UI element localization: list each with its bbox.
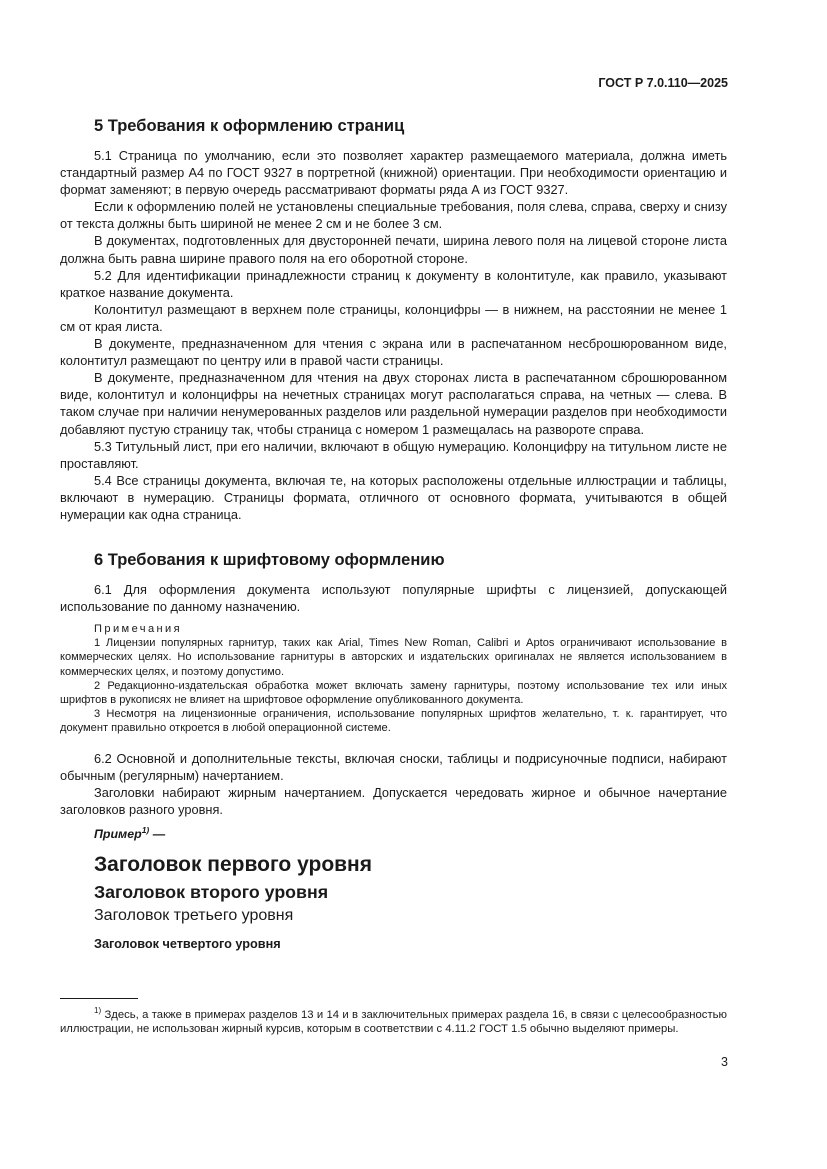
paragraph-headings-style: Заголовки набирают жирным начертанием. Допускается чередовать жирное и обычное начертание заголовков разного уровня. bbox=[60, 785, 727, 818]
example-dash: — bbox=[149, 827, 166, 842]
example-word: Пример bbox=[94, 827, 142, 842]
footnote-divider bbox=[60, 998, 138, 999]
note-1: 1 Лицензии популярных гарнитур, таких как Arial, Times New Roman, Calibri и Aptos ограничивают использование в коммерческих целях. Но использование гарнитуры в авторских и издательских оригиналах не является использованием в коммерческих целях, и поэтому допустимо. bbox=[60, 637, 727, 678]
notes-block bbox=[60, 622, 727, 736]
section-5-title: 5 Требования к оформлению страниц bbox=[94, 117, 405, 135]
footnote bbox=[60, 1004, 727, 1036]
paragraph-screen-reading: В документе, предназначенном для чтения с экрана или в распечатанном несброшюрованном виде, колонтитул размещают по центру или в правой части страницы. bbox=[60, 336, 727, 369]
heading-sample-level-4: Заголовок четвертого уровня bbox=[94, 937, 281, 951]
footnote-mark: 1) bbox=[94, 1006, 102, 1015]
note-2: 2 Редакционно-издательская обработка может включать замену гарнитуры, поэтому использование тех или иных шрифтов в рукописях не влияет на шрифтовое оформление опубликованного документа. bbox=[60, 679, 727, 707]
paragraph-header-placement: Колонтитул размещают в верхнем поле страницы, колонцифры — в нижнем, на расстоянии не менее 1 см от края листа. bbox=[60, 301, 727, 334]
paragraph-6-2: 6.2 Основной и дополнительные тексты, включая сноски, таблицы и подрисуночные подписи, набирают обычным (регулярным) начертанием. bbox=[60, 751, 727, 784]
note-3: 3 Несмотря на лицензионные ограничения, использование популярных шрифтов желательно, т. к. гарантирует, что документ правильно откроется в любой операционной системе. bbox=[60, 708, 727, 735]
paragraph-5-4: 5.4 Все страницы документа, включая те, на которых расположены отдельные иллюстрации и таблицы, включают в нумерацию. Страницы формата, отличного от основного формата, учитываются в общей нумерации как одна страница. bbox=[60, 472, 727, 522]
paragraph-bound-print: В документе, предназначенном для чтения на двух сторонах листа в распечатанном сброшюрованном виде, колонтитул и колонцифры на нечетных страницах могут располагаться справа, на четных — слева. В таком случае при наличии ненумерованных разделов или раздельной нумерации разделов при необходимости добавляют пустую страницу так, чтобы страница с номером 1 размещалась на развороте справа. bbox=[60, 370, 727, 437]
section-6-body bbox=[60, 750, 727, 818]
footnote-text-line bbox=[60, 1004, 727, 1036]
paragraph-6-1: 6.1 Для оформления документа используют популярные шрифты с лицензией, допускающей использование по данному назначению. bbox=[60, 582, 727, 615]
document-code-header: ГОСТ Р 7.0.110—2025 bbox=[598, 76, 728, 90]
page-number: 3 bbox=[721, 1055, 728, 1069]
example-label bbox=[94, 825, 165, 841]
heading-sample-level-3: Заголовок третьего уровня bbox=[94, 907, 294, 924]
paragraph-5-2: 5.2 Для идентификации принадлежности страниц к документу в колонтитуле, как правило, указывают краткое название документа. bbox=[60, 267, 727, 300]
paragraph-5-3: 5.3 Титульный лист, при его наличии, включают в общую нумерацию. Колонцифру на титульном листе не проставляют. bbox=[60, 438, 727, 471]
paragraph-5-1: 5.1 Страница по умолчанию, если это позволяет характер размещаемого материала, должна иметь стандартный размер А4 по ГОСТ 9327 в портретной (книжной) ориентации. При необходимости ориентацию и формат заменяют; в первую очередь рассматривают форматы ряда А из ГОСТ 9327. bbox=[60, 148, 727, 198]
notes-title: Примечания bbox=[94, 623, 183, 635]
section-6-title: 6 Требования к шрифтовому оформлению bbox=[94, 551, 445, 569]
example-footnote-mark: 1) bbox=[141, 825, 150, 835]
paragraph-margins: Если к оформлению полей не установлены специальные требования, поля слева, справа, сверху и снизу от текста должны быть шириной не менее 2 см и не более 3 см. bbox=[60, 199, 727, 232]
paragraph-duplex: В документах, подготовленных для двусторонней печати, ширина левого поля на лицевой стороне листа должна быть равна ширине правого поля на его оборотной стороне. bbox=[60, 233, 727, 266]
section-5-body bbox=[60, 147, 727, 523]
heading-sample-level-2: Заголовок второго уровня bbox=[94, 882, 329, 902]
heading-sample-level-1: Заголовок первого уровня bbox=[94, 853, 372, 876]
footnote-text: Здесь, а также в примерах разделов 13 и 14 и в заключительных примерах раздела 16, в связи с целесообразностью иллюстрации, не использован жирный курсив, которым в соответствии с 4.11.2 ГОСТ 1.5 обычно выделяют примеры. bbox=[60, 1008, 727, 1036]
section-6-intro bbox=[60, 581, 727, 615]
